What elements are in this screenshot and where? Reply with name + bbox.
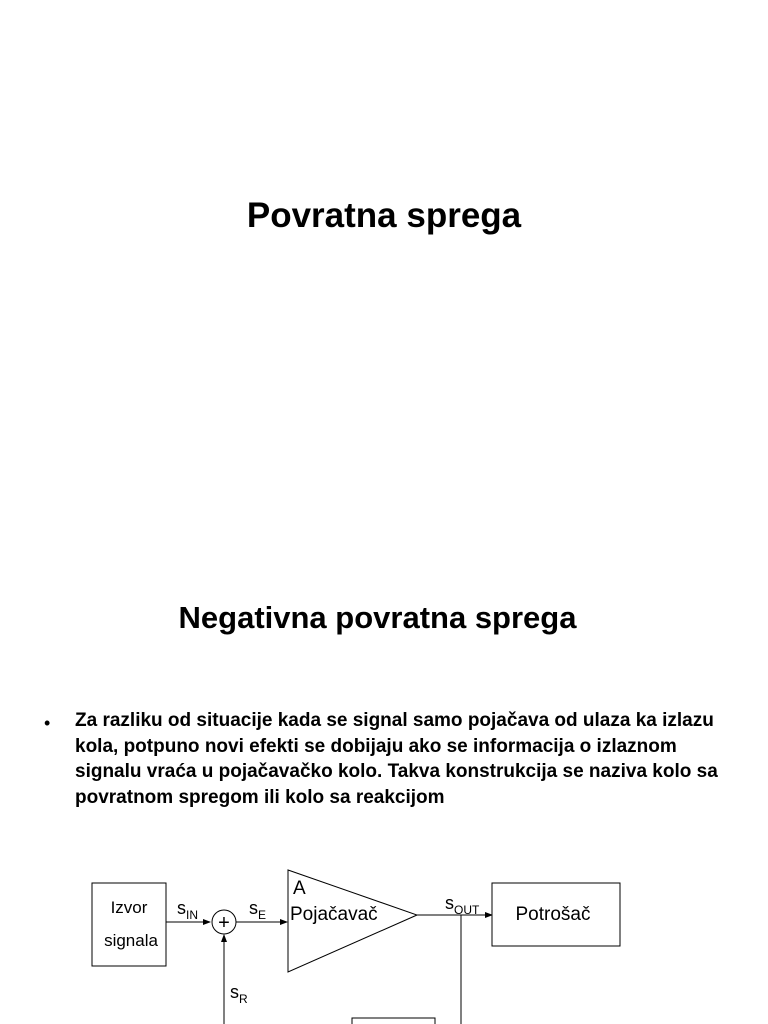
s-r-label: $s_R$ [230,982,248,1006]
bullet-marker: • [44,713,51,733]
summing-plus-symbol: + [218,912,230,934]
section-title: Negativna povratna sprega [178,600,577,635]
feedback-block-diagram [0,860,768,1024]
slide-title: Povratna sprega [246,196,522,235]
feedback-block [352,1018,435,1024]
s-in-label: $s_{IN}$ [177,898,198,922]
signal-source-label-line2: signala [104,931,158,950]
s-out-label: $s_{OUT}$ [445,893,480,917]
s-e-label: $s_E$ [249,898,267,922]
load-label: Potrošač [515,904,591,925]
bullet-text: Za razliku od situacije kada se signal samo pojačava od ulaza ka izlazu kola, potpuno novi efekti se dobijaju ako se informacija o izlaznom signalu vraća u pojačavačko kolo. Takva konstrukcija se naziva kolo sa povratnom spregom ili kolo sa reakcijom [75,710,718,808]
signal-source-block [92,883,166,966]
amplifier-label: Pojačavač [290,904,378,925]
signal-source-label-line1: Izvor [110,898,148,917]
amplifier-gain-label: A [293,878,306,899]
